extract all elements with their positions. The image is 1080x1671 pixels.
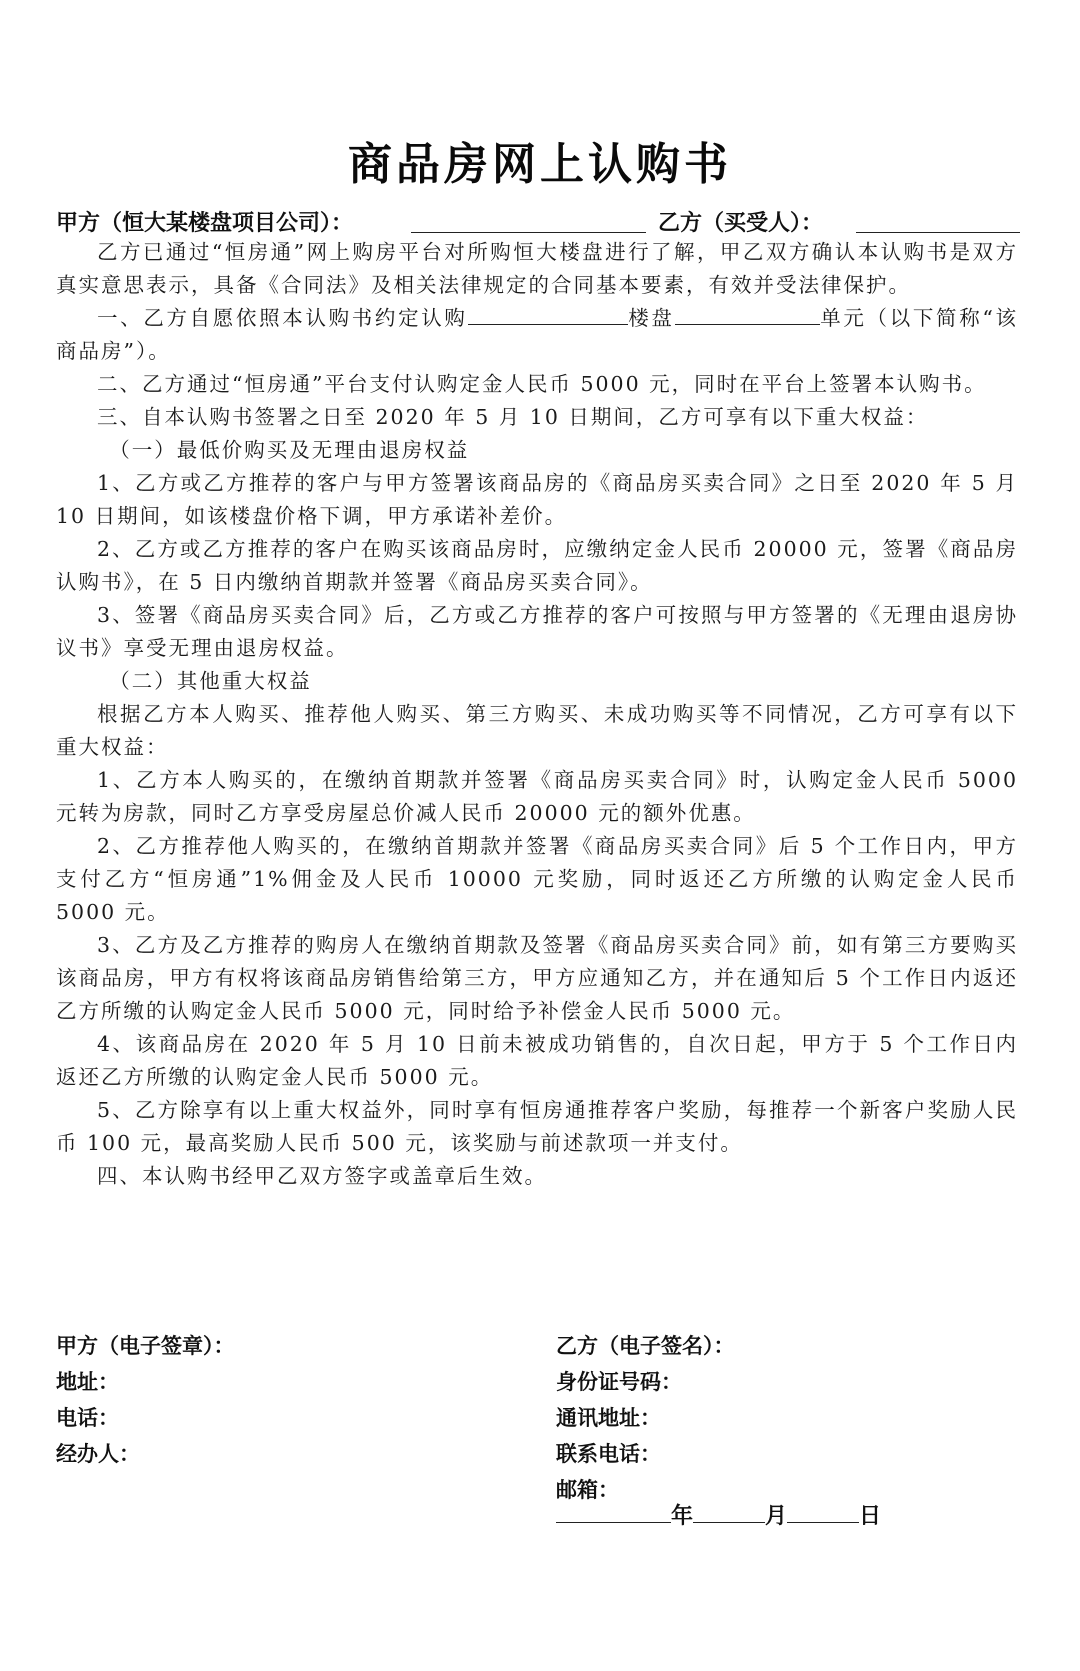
party-b-email-label: 邮箱： [556, 1478, 619, 1502]
document-title: 商品房网上认购书 [348, 139, 732, 190]
unit-blank-line[interactable] [675, 302, 820, 325]
party-b-phone-label: 联系电话： [556, 1442, 661, 1466]
clause-one-text-1: 一、乙方自愿依照本认购书约定认购 [97, 306, 468, 330]
party-a-phone-label: 电话： [56, 1406, 119, 1430]
contract-body [56, 236, 1018, 1193]
party-b-header: 乙方（买受人）： [658, 211, 824, 236]
section-one-item-2: 2、乙方或乙方推荐的客户在购买该商品房时，应缴纳定金人民币 20000 元，签署《商品房认购书》，在 5 日内缴纳首期款并签署《商品房买卖合同》。 [56, 537, 1018, 594]
party-a-esign-label: 甲方（电子签章）： [56, 1334, 235, 1358]
section-two-heading: （二）其他重大权益 [109, 669, 312, 693]
section-two-item-1: 1、乙方本人购买的，在缴纳首期款并签署《商品房买卖合同》时，认购定金人民币 5000 元转为房款，同时乙方享受房屋总价减人民币 20000 元的额外优惠。 [56, 768, 1018, 825]
date-line [556, 1496, 881, 1530]
intro-paragraph: 乙方已通过“恒房通”网上购房平台对所购恒大楼盘进行了解，甲乙双方确认本认购书是双方真实意思表示，具备《合同法》及相关法律规定的合同基本要素，有效并受法律保护。 [56, 240, 1018, 297]
section-one-heading: （一）最低价购买及无理由退房权益 [109, 438, 470, 462]
clause-three: 三、自本认购书签署之日至 2020 年 5 月 10 日期间，乙方可享有以下重大权益： [97, 405, 929, 429]
party-a-signature-column [56, 1328, 235, 1472]
section-two-item-2: 2、乙方推荐他人购买的，在缴纳首期款并签署《商品房买卖合同》后 5 个工作日内，甲方支付乙方“恒房通”1%佣金及人民币 10000 元奖励，同时返还乙方所缴的认购定金人民币 5000 元。 [56, 834, 1018, 924]
clause-one [56, 302, 1018, 368]
party-b-esign-label: 乙方（电子签名）： [556, 1334, 735, 1358]
section-two-intro: 根据乙方本人购买、推荐他人购买、第三方购买、未成功购买等不同情况，乙方可享有以下重大权益： [56, 702, 1018, 759]
property-blank-line[interactable] [468, 302, 628, 325]
clause-one-text-3: 单元（以下简称“该商品房”）。 [56, 306, 1019, 363]
clause-one-text-2: 楼盘 [627, 306, 675, 330]
party-a-handler-label: 经办人： [56, 1442, 140, 1466]
year-blank-line[interactable] [556, 1496, 671, 1523]
party-b-blank-line[interactable] [856, 232, 1020, 233]
party-b-address-label: 通讯地址： [556, 1406, 661, 1430]
party-a-blank-line[interactable] [411, 232, 646, 233]
party-b-signature-column [556, 1328, 735, 1508]
party-b-id-label: 身份证号码： [556, 1370, 682, 1394]
party-a-address-label: 地址： [56, 1370, 119, 1394]
clause-two: 二、乙方通过“恒房通”平台支付认购定金人民币 5000 元，同时在平台上签署本认购书。 [97, 372, 987, 396]
section-one-item-1: 1、乙方或乙方推荐的客户与甲方签署该商品房的《商品房买卖合同》之日至 2020 年 5 月 10 日期间，如该楼盘价格下调，甲方承诺补差价。 [56, 471, 1018, 528]
month-blank-line[interactable] [693, 1496, 765, 1523]
section-two-item-5: 5、乙方除享有以上重大权益外，同时享有恒房通推荐客户奖励，每推荐一个新客户奖励人民币 100 元，最高奖励人民币 500 元，该奖励与前述款项一并支付。 [56, 1098, 1018, 1155]
party-a-header: 甲方（恒大某楼盘项目公司）： [56, 211, 354, 236]
day-label: 日 [859, 1504, 882, 1529]
clause-four: 四、本认购书经甲乙双方签字或盖章后生效。 [97, 1164, 547, 1188]
day-blank-line[interactable] [787, 1496, 859, 1523]
section-one-item-3: 3、签署《商品房买卖合同》后，乙方或乙方推荐的客户可按照与甲方签署的《无理由退房协议书》享受无理由退房权益。 [56, 603, 1018, 660]
section-two-item-4: 4、该商品房在 2020 年 5 月 10 日前未被成功销售的，自次日起，甲方于 5 个工作日内返还乙方所缴的认购定金人民币 5000 元。 [56, 1032, 1018, 1089]
year-label: 年 [671, 1504, 694, 1529]
section-two-item-3: 3、乙方及乙方推荐的购房人在缴纳首期款及签署《商品房买卖合同》前，如有第三方要购买该商品房，甲方有权将该商品房销售给第三方，甲方应通知乙方，并在通知后 5 个工作日内返还乙方所缴的认购定金人民币 5000 元，同时给予补偿金人民币 5000 元。 [56, 933, 1018, 1023]
month-label: 月 [765, 1504, 788, 1529]
